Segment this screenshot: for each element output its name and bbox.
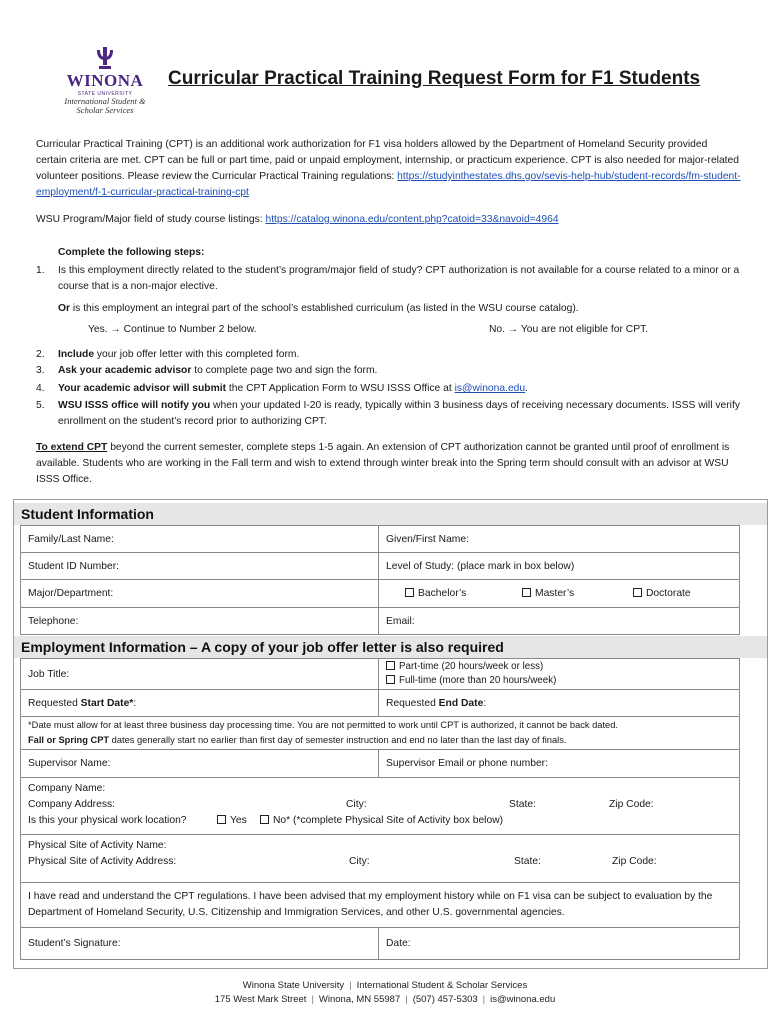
student-id-label: Student ID Number: <box>28 560 119 572</box>
step-5 <box>36 398 756 432</box>
step-4 <box>36 381 756 397</box>
date-field[interactable] <box>378 927 740 960</box>
step-number: 4. <box>36 383 45 394</box>
step-3-bold: Ask your academic advisor <box>58 365 192 376</box>
logo-script-1: International Student & <box>64 96 146 106</box>
doctorate-label: Doctorate <box>646 588 691 599</box>
part-time-option[interactable] <box>386 660 543 674</box>
signature-label: Student’s Signature: <box>28 938 121 949</box>
extend-lead: To extend CPT <box>36 442 108 453</box>
intro-text: Curricular Practical Training (CPT) is an additional work authorization for F1 visa holders allowed by the Department of Homeland Security provided certain criteria are met. CPT can be full or part time, paid or unpaid employment, internship, or practicum experience. CPT is also needed for major-related volunteer positions. Please review the Curricular Practical Training regulations: <box>36 139 739 182</box>
start-bold: Start Date* <box>80 697 134 709</box>
footer-address: 175 West Mark Street <box>214 994 307 1005</box>
footer-line-1: Winona State University | International Student & Scholar Services <box>242 980 528 991</box>
attestation-text: I have read and understand the CPT regulations. I have been advised that my employment history while on F1 visa can be subject to evaluation by the Department of Homeland Security, U.S. Citizenship and Immigration Services, and other U.S. governmental agencies. <box>28 891 713 918</box>
level-options <box>378 579 740 608</box>
footer-city: Winona, MN 55987 <box>318 994 401 1005</box>
email-label: Email: <box>386 615 415 627</box>
supervisor-contact-field[interactable] <box>378 749 740 778</box>
doctorate-option[interactable] <box>633 588 691 599</box>
catalog-line <box>36 214 559 225</box>
physical-no-option[interactable] <box>260 815 503 826</box>
footer-office: International Student & Scholar Services <box>356 980 528 991</box>
site-zip-label: Zip Code: <box>612 856 657 867</box>
end-post: : <box>483 697 487 709</box>
level-of-study-field <box>378 552 740 580</box>
job-title-label: Job Title: <box>28 668 70 680</box>
site-block[interactable] <box>20 834 740 883</box>
company-state-label: State: <box>509 799 536 810</box>
yes-option: Yes. → Continue to Number 2 below. <box>88 324 257 335</box>
steps-heading: Complete the following steps: <box>58 247 205 258</box>
start-date-label <box>28 698 136 709</box>
company-name-label: Company Name: <box>28 783 106 794</box>
step-1 <box>36 263 756 297</box>
start-post: : <box>133 697 137 709</box>
extend-text: beyond the current semester, complete steps 1-5 again. An extension of CPT authorization cannot be granted until proof of enrollment is available. Students who are working in the Fall term and wish to extend through winter break into the Spring term should consult with an advisor at WSU ISSS Office. <box>36 442 730 485</box>
step-1-text: Is this employment directly related to the student’s program/major field of study? CPT authorization is not available for a course related to a minor or a course that is a non-major elective. <box>58 265 740 292</box>
physical-yes-checkbox[interactable] <box>217 815 226 824</box>
company-zip-label: Zip Code: <box>609 799 654 810</box>
no-option: No. → You are not eligible for CPT. <box>489 324 649 335</box>
level-label: Level of Study: (place mark in box below) <box>386 560 575 572</box>
step-1-or <box>58 301 748 317</box>
date-label: Date: <box>386 938 411 949</box>
given-name-label: Given/First Name: <box>386 533 469 545</box>
full-time-label: Full-time (more than 20 hours/week) <box>399 675 557 686</box>
end-date-field[interactable] <box>378 689 740 717</box>
major-field[interactable] <box>20 579 379 608</box>
family-name-label: Family/Last Name: <box>28 533 114 545</box>
major-label: Major/Department: <box>28 588 114 599</box>
site-city-label: City: <box>349 856 370 867</box>
date-note-2 <box>28 733 566 748</box>
date-note <box>20 716 740 750</box>
page-title: Curricular Practical Training Request Form for F1 Students <box>168 68 701 89</box>
supervisor-contact-label: Supervisor Email or phone number: <box>386 758 548 769</box>
start-pre: Requested <box>28 697 81 709</box>
hours-options <box>378 658 740 690</box>
part-time-label: Part-time (20 hours/week or less) <box>399 661 544 672</box>
step-4-text: the CPT Application Form to WSU ISSS Office at <box>226 383 455 394</box>
step-number: 2. <box>36 349 45 360</box>
masters-checkbox[interactable] <box>522 588 531 597</box>
date-note-1: *Date must allow for at least three business day processing time. You are not permitted to work until CPT is authorized, it cannot be back dated. <box>28 720 618 730</box>
attestation <box>20 882 740 928</box>
bachelors-option[interactable] <box>405 588 466 599</box>
full-time-checkbox[interactable] <box>386 675 395 684</box>
telephone-label: Telephone: <box>28 615 79 627</box>
site-name-label: Physical Site of Activity Name: <box>28 840 167 851</box>
step-5-bold: WSU ISSS office will notify you <box>58 400 211 411</box>
site-address-label: Physical Site of Activity Address: <box>28 856 177 867</box>
winona-crest-icon <box>94 46 116 72</box>
employment-info-heading: Employment Information – A copy of your job offer letter is also required <box>14 636 767 658</box>
or-label: Or <box>58 303 71 314</box>
full-time-option[interactable] <box>386 674 556 688</box>
step-3 <box>36 363 756 379</box>
physical-location-question: Is this your physical work location? <box>28 815 187 826</box>
bachelors-label: Bachelor’s <box>418 588 467 599</box>
company-address-label: Company Address: <box>28 799 115 810</box>
signature-field[interactable] <box>20 927 379 960</box>
logo-brand: WINONA <box>66 71 144 90</box>
catalog-label: WSU Program/Major field of study course listings: <box>36 214 266 225</box>
logo-script-2: Scholar Services <box>76 105 134 115</box>
masters-option[interactable] <box>522 588 574 599</box>
company-block[interactable] <box>20 777 740 835</box>
step-4-end: . <box>525 383 529 394</box>
footer-email[interactable]: is@winona.edu <box>490 994 556 1005</box>
step-2-text: your job offer letter with this completed form. <box>94 349 300 360</box>
footer-phone: (507) 457-5303 <box>412 994 478 1005</box>
step-number: 1. <box>36 265 45 276</box>
step-3-text: to complete page two and sign the form. <box>191 365 378 376</box>
step-1-or-text: is this employment an integral part of the school’s established curriculum (as listed in the WSU course catalog). <box>70 303 579 314</box>
step-4-bold: Your academic advisor will submit <box>58 383 227 394</box>
telephone-field[interactable] <box>20 607 379 635</box>
end-pre: Requested <box>386 697 439 709</box>
family-name-field[interactable] <box>20 525 379 553</box>
supervisor-label: Supervisor Name: <box>28 758 111 769</box>
start-date-field[interactable] <box>20 689 379 717</box>
email-field[interactable] <box>378 607 740 635</box>
isss-email-link[interactable]: is@winona.edu <box>454 383 526 394</box>
step-5-text: when your updated I-20 is ready, typically within 3 business days of receiving necessary documents. ISSS will verify enrollment on the student’s record prior to authorizing CPT. <box>58 400 740 427</box>
note-2-bold: Fall or Spring CPT <box>28 735 110 745</box>
step-number: 3. <box>36 365 45 376</box>
company-city-label: City: <box>346 799 367 810</box>
supervisor-name-field[interactable] <box>20 749 379 778</box>
footer-org: Winona State University <box>242 980 345 991</box>
student-info-heading: Student Information <box>14 503 767 525</box>
catalog-link[interactable]: https://catalog.winona.edu/content.php?catoid=33&navoid=4964 <box>265 214 559 225</box>
physical-yes-option[interactable] <box>217 815 247 826</box>
winona-logo <box>60 46 150 115</box>
footer-line-2: 175 West Mark Street | Winona, MN 55987 | (507) 457-5303 | is@winona.edu <box>214 994 556 1005</box>
end-bold: End Date <box>438 697 484 709</box>
physical-no-checkbox[interactable] <box>260 815 269 824</box>
step-2 <box>36 347 756 363</box>
job-title-field[interactable] <box>20 658 379 690</box>
step-2-bold: Include <box>58 349 95 360</box>
step-number: 5. <box>36 400 45 411</box>
part-time-checkbox[interactable] <box>386 661 395 670</box>
bachelors-checkbox[interactable] <box>405 588 414 597</box>
extend-paragraph <box>36 440 741 488</box>
end-date-label <box>386 698 486 709</box>
given-name-field[interactable] <box>378 525 740 553</box>
note-2-text: dates generally start no earlier than first day of semester instruction and end no later than the last day of finals. <box>109 735 567 745</box>
physical-yes-label: Yes <box>230 815 247 826</box>
masters-label: Master’s <box>535 588 575 599</box>
intro-paragraph <box>36 137 741 201</box>
physical-no-label: No* (*complete Physical Site of Activity box below) <box>273 815 504 826</box>
site-state-label: State: <box>514 856 541 867</box>
doctorate-checkbox[interactable] <box>633 588 642 597</box>
student-id-field[interactable] <box>20 552 379 580</box>
logo-sub: STATE UNIVERSITY <box>77 91 133 97</box>
regulations-link[interactable]: https://studyinthestates.dhs.gov/sevis-help-hub/student-records/fm-student-employment/f-1-curricular-practical-training-cpt <box>36 171 741 198</box>
